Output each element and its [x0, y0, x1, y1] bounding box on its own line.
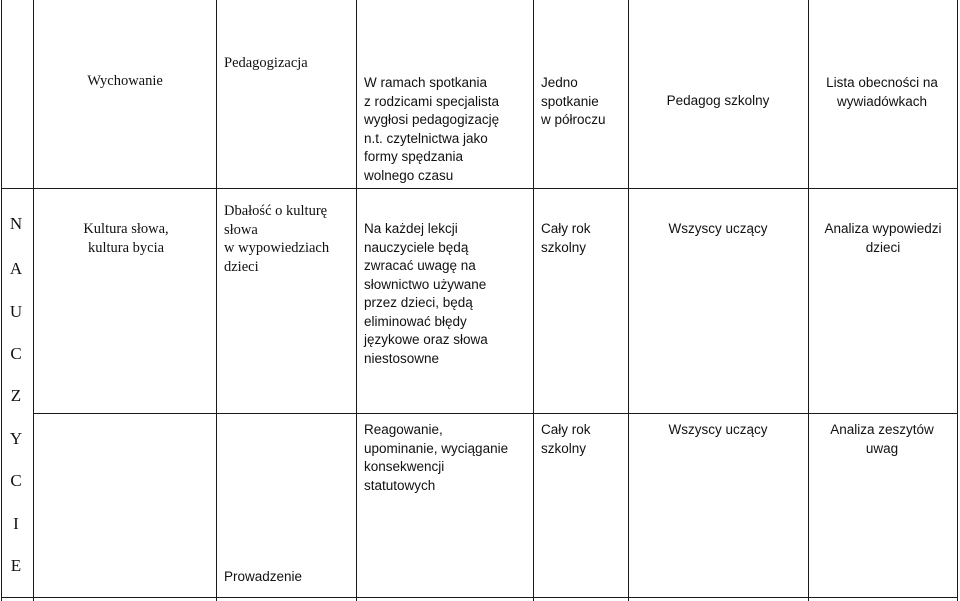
- row2-evaluation-line: Analiza wypowiedzi: [824, 221, 942, 236]
- vertical-letter: U: [9, 302, 23, 321]
- row1-action-line: n.t. czytelnictwa jako: [364, 130, 488, 146]
- row1-term-line: Jedno: [541, 75, 578, 90]
- row2-responsible-text: Wszyscy uczący: [668, 221, 768, 236]
- table-border-bottom: [1, 597, 958, 598]
- row4-area-text: Prowadzenie: [224, 569, 303, 584]
- vertical-letter: C: [10, 471, 22, 490]
- row2-area-line: w wypowiedziach: [224, 240, 330, 256]
- row1-evaluation: [809, 74, 955, 111]
- row2-action-line: eliminować błędy: [364, 313, 467, 329]
- column-divider-5: [628, 0, 629, 601]
- row2-action-line: Na każdej lekcji: [364, 221, 458, 236]
- vertical-letter: A: [9, 259, 23, 278]
- row2-evaluation-line: dzieci: [865, 239, 901, 255]
- row4-area: [224, 568, 354, 587]
- row1-category: [40, 72, 210, 91]
- row2-area-line: Dbałość o kulturę: [224, 203, 328, 219]
- row2-action-line: zwracać uwagę na: [364, 258, 476, 273]
- row3-action-line: konsekwencji: [364, 459, 445, 474]
- row1-area: [224, 54, 352, 73]
- row1-area-text: Pedagogizacja: [224, 55, 308, 71]
- row1-evaluation-line: Lista obecności na: [826, 75, 938, 90]
- row2-area: [224, 202, 354, 276]
- row2-area-line: dzieci: [224, 258, 259, 275]
- row2-evaluation: [809, 220, 957, 257]
- table-border-right: [957, 0, 958, 601]
- row1-evaluation-line: wywiadówkach: [836, 93, 928, 109]
- row2-category: [40, 220, 212, 257]
- row-divider-2: [33, 413, 958, 414]
- row2-term: [541, 220, 625, 257]
- row2-area-line: słowa: [224, 221, 258, 238]
- row1-action-line: W ramach spotkania: [364, 75, 488, 90]
- row2-action-line: przez dzieci, będą: [364, 295, 473, 310]
- row1-term-line: w półroczu: [541, 112, 606, 127]
- vertical-letter: E: [10, 556, 22, 575]
- row3-evaluation: [809, 421, 955, 458]
- row2-action-line: nauczyciele będą: [364, 239, 469, 255]
- row3-term: [541, 421, 625, 458]
- vertical-letter: C: [10, 344, 22, 363]
- row3-responsible: [630, 421, 806, 440]
- row2-action-line: słownictwo używane: [364, 276, 487, 292]
- row3-action-line: Reagowanie,: [364, 422, 443, 437]
- row1-category-text: Wychowanie: [87, 73, 163, 89]
- row2-action-line: językowe oraz słowa: [364, 332, 488, 347]
- row3-evaluation-line: Analiza zeszytów: [830, 422, 934, 437]
- row1-action-line: wolnego czasu: [364, 167, 454, 183]
- row3-action-line: upominanie, wyciąganie: [364, 440, 509, 456]
- column-divider-4: [533, 0, 534, 601]
- row2-term-line: Cały rok: [541, 221, 591, 236]
- row3-evaluation-line: uwag: [865, 440, 899, 456]
- row1-action-line: wygłosi pedagogizację: [364, 112, 500, 127]
- row1-action: [364, 74, 530, 185]
- table-border-left: [1, 0, 2, 601]
- vertical-letter: I: [13, 514, 19, 533]
- column-divider-2: [216, 0, 217, 601]
- row1-action-line: z rodzicami specjalista: [364, 93, 500, 109]
- row3-action: [364, 421, 530, 495]
- row3-responsible-text: Wszyscy uczący: [668, 422, 768, 437]
- vertical-letter: N: [9, 214, 23, 233]
- row3-term-line: Cały rok: [541, 422, 591, 437]
- column-divider-3: [356, 0, 357, 601]
- row1-responsible-text: Pedagog szkolny: [666, 93, 770, 108]
- row2-category-line: Kultura słowa,: [83, 221, 169, 237]
- column-divider-1: [33, 0, 34, 601]
- vertical-letter: Z: [10, 386, 22, 405]
- row1-responsible: [630, 92, 806, 111]
- row3-action-line: statutowych: [364, 477, 436, 493]
- row1-term: [541, 74, 625, 130]
- row2-responsible: [630, 220, 806, 239]
- row2-action: [364, 220, 530, 368]
- row1-term-line: spotkanie: [541, 93, 599, 109]
- row3-term-line: szkolny: [541, 440, 587, 456]
- vertical-letter: Y: [9, 429, 23, 448]
- row2-category-line: kultura bycia: [87, 239, 165, 256]
- row-divider-1: [1, 188, 958, 189]
- row2-action-line: niestosowne: [364, 350, 440, 366]
- row1-action-line: formy spędzania: [364, 149, 464, 164]
- row2-term-line: szkolny: [541, 239, 587, 255]
